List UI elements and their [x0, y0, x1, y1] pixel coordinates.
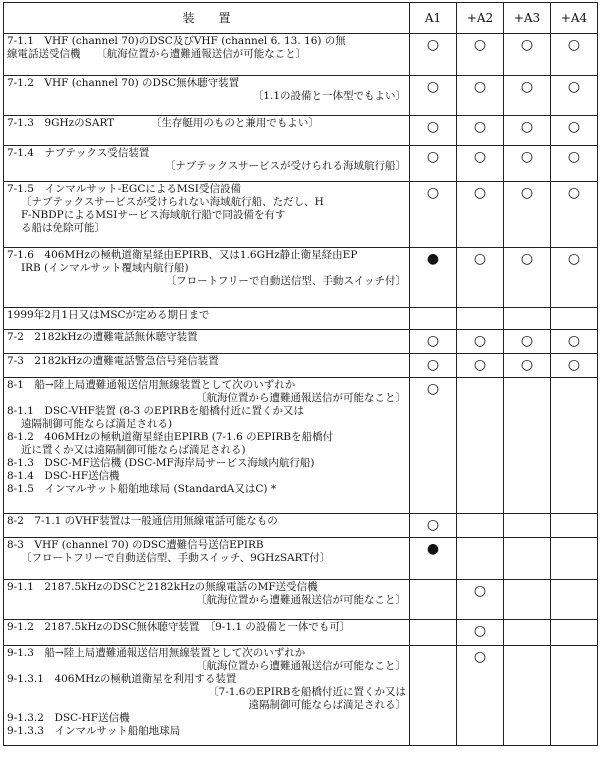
circle-mark: ○	[473, 185, 487, 201]
mark-cell	[410, 354, 457, 378]
item-line: 7-1.1 VHF (channel 70)のDSC及びVHF (channel 6. 13. 16) の無	[7, 35, 346, 47]
mark-cell	[410, 116, 457, 146]
item-cell	[4, 378, 410, 514]
mark-cell	[504, 538, 551, 580]
mark-cell	[410, 646, 457, 746]
item-cell	[4, 354, 410, 378]
item-cell	[4, 34, 410, 76]
header-item: 装 置	[4, 3, 410, 34]
mark-cell	[457, 646, 504, 746]
circle-mark: ○	[520, 333, 534, 349]
item-line: 〔航海位置から遭難通報送信が可能なこと〕	[196, 392, 406, 404]
circle-mark: ○	[426, 79, 440, 95]
mark-cell	[504, 514, 551, 538]
header-row	[4, 3, 598, 34]
mark-cell	[457, 34, 504, 76]
item-line: 〔フロートフリーで自動送信型、手動スイッチ付〕	[165, 275, 406, 287]
circle-mark: ○	[567, 333, 581, 349]
table-row	[4, 76, 598, 116]
item-cell	[4, 620, 410, 646]
mark-cell	[504, 330, 551, 354]
circle-mark: ○	[567, 149, 581, 165]
item-line: 7-2 2182kHzの遭難電話無休聴守装置	[7, 331, 198, 343]
circle-mark: ○	[473, 623, 487, 639]
mark-cell	[504, 308, 551, 330]
item-line: 7-1.6 406MHzの極軌道衛星経由EPIRB、又は1.6GHz静止衛星経由EP	[7, 249, 358, 261]
item-line: 9-1.3.3 インマルサット船舶地球局	[7, 725, 181, 737]
mark-cell	[410, 182, 457, 248]
mark-cell	[551, 620, 598, 646]
circle-mark: ○	[520, 79, 534, 95]
item-line: 9-1.3.1 406MHzの極軌道衛星を利用する装置	[7, 673, 237, 685]
circle-mark: ○	[567, 357, 581, 373]
circle-mark: ○	[473, 583, 487, 599]
mark-cell	[410, 248, 457, 308]
table-row	[4, 248, 598, 308]
mark-cell	[457, 248, 504, 308]
filled-circle-mark: ●	[426, 251, 440, 267]
mark-cell	[551, 378, 598, 514]
mark-cell	[551, 308, 598, 330]
item-line: 9-1.3.2 DSC-HF送信機	[7, 712, 130, 724]
item-cell	[4, 330, 410, 354]
mark-cell	[551, 146, 598, 182]
mark-cell	[551, 514, 598, 538]
mark-cell	[504, 248, 551, 308]
mark-cell	[504, 646, 551, 746]
circle-mark: ○	[473, 37, 487, 53]
item-line: 近に置くか又は遠隔制御可能ならば満足される)	[21, 444, 246, 456]
table-row	[4, 182, 598, 248]
table-row	[4, 378, 598, 514]
mark-cell	[457, 378, 504, 514]
circle-mark: ○	[426, 149, 440, 165]
mark-cell	[504, 116, 551, 146]
mark-cell	[410, 580, 457, 620]
circle-mark: ○	[426, 517, 440, 533]
item-line: 7-1.5 インマルサット-EGCによるMSI受信設備	[7, 183, 241, 195]
mark-cell	[551, 646, 598, 746]
circle-mark: ○	[426, 185, 440, 201]
circle-mark: ○	[520, 185, 534, 201]
mark-cell	[504, 378, 551, 514]
circle-mark: ○	[567, 251, 581, 267]
item-cell	[4, 646, 410, 746]
equipment-table	[3, 2, 598, 746]
item-line: 〔1.1の設備と一体型でもよい〕	[252, 90, 406, 102]
circle-mark: ○	[520, 149, 534, 165]
table-row	[4, 330, 598, 354]
mark-cell	[551, 116, 598, 146]
item-cell	[4, 116, 410, 146]
table-row	[4, 646, 598, 746]
circle-mark: ○	[520, 37, 534, 53]
table-row	[4, 514, 598, 538]
item-cell	[4, 248, 410, 308]
circle-mark: ○	[426, 357, 440, 373]
item-line: 8-1.2 406MHzの極軌道衛星経由EPIRB (7-1.6 のEPIRBを船橋付	[7, 431, 334, 443]
item-line: 8-1.4 DSC-HF送信機	[7, 470, 120, 482]
circle-mark: ○	[520, 357, 534, 373]
item-line: 8-2 7-1.1 のVHF装置は一般通信用無線電話可能なもの	[7, 515, 278, 527]
mark-cell	[504, 620, 551, 646]
mark-cell	[410, 538, 457, 580]
circle-mark: ○	[567, 79, 581, 95]
item-line: る船は免除可能〕	[21, 222, 105, 234]
table-row	[4, 116, 598, 146]
header-a4: +A4	[551, 3, 598, 34]
item-line: 8-1.5 インマルサット船舶地球局 (StandardA又はC) *	[7, 483, 277, 495]
header-a1: A1	[410, 3, 457, 34]
circle-mark: ○	[426, 119, 440, 135]
mark-cell	[410, 378, 457, 514]
mark-cell	[551, 182, 598, 248]
item-cell	[4, 308, 410, 330]
mark-cell	[551, 76, 598, 116]
circle-mark: ○	[426, 381, 440, 397]
item-cell	[4, 538, 410, 580]
mark-cell	[457, 308, 504, 330]
circle-mark: ○	[426, 333, 440, 349]
item-cell	[4, 182, 410, 248]
item-line: 遠隔制御可能ならば満足される〕	[248, 699, 406, 711]
mark-cell	[457, 514, 504, 538]
table-row	[4, 308, 598, 330]
circle-mark: ○	[426, 37, 440, 53]
mark-cell	[551, 34, 598, 76]
header-a2: +A2	[457, 3, 504, 34]
circle-mark: ○	[473, 333, 487, 349]
item-line: 7-1.2 VHF (channel 70) のDSC無休聴守装置	[7, 77, 240, 89]
mark-cell	[504, 354, 551, 378]
mark-cell	[410, 330, 457, 354]
item-line: 〔航海位置から遭難通報送信が可能なこと〕	[196, 594, 406, 606]
mark-cell	[504, 146, 551, 182]
mark-cell	[457, 182, 504, 248]
mark-cell	[410, 76, 457, 116]
table-row	[4, 354, 598, 378]
item-line: 8-1 船→陸上局遭難通報送信用無線装置として次のいずれか	[7, 379, 296, 391]
mark-cell	[457, 580, 504, 620]
item-line: 8-1.1 DSC-VHF装置 (8-3 のEPIRBを船橋付近に置くか又は	[7, 405, 305, 417]
filled-circle-mark: ●	[426, 541, 440, 557]
mark-cell	[457, 146, 504, 182]
mark-cell	[457, 538, 504, 580]
circle-mark: ○	[473, 79, 487, 95]
mark-cell	[457, 354, 504, 378]
item-line: 1999年2月1日又はMSCが定める期日まで	[7, 309, 210, 321]
circle-mark: ○	[473, 149, 487, 165]
item-line: 〔ナブテックスサービスが受けられない海域航行船、ただし、H	[21, 196, 324, 208]
circle-mark: ○	[473, 357, 487, 373]
table-row	[4, 620, 598, 646]
item-line: 遠隔制御可能ならば満足される)	[21, 418, 173, 430]
item-cell	[4, 146, 410, 182]
item-cell	[4, 580, 410, 620]
table-row	[4, 146, 598, 182]
item-line: 9-1.3 船→陸上局遭難通報送信用無線装置として次のいずれか	[7, 647, 306, 659]
table-row	[4, 538, 598, 580]
mark-cell	[410, 620, 457, 646]
mark-cell	[551, 330, 598, 354]
mark-cell	[457, 76, 504, 116]
circle-mark: ○	[567, 119, 581, 135]
circle-mark: ○	[520, 119, 534, 135]
mark-cell	[551, 538, 598, 580]
mark-cell	[410, 146, 457, 182]
table-row	[4, 580, 598, 620]
header-a3: +A3	[504, 3, 551, 34]
item-line: 8-3 VHF (channel 70) のDSC遭難信号送信EPIRB	[7, 539, 264, 551]
mark-cell	[551, 354, 598, 378]
item-line: 7-1.3 9GHzのSART 〔生存艇用のものと兼用でもよい〕	[7, 117, 319, 129]
item-line: 8-1.3 DSC-MF送信機 (DSC-MF海岸局サービス海域内航行船)	[7, 457, 315, 469]
mark-cell	[410, 514, 457, 538]
circle-mark: ○	[473, 119, 487, 135]
item-cell	[4, 514, 410, 538]
item-line: 7-3 2182kHzの遭難電話警急信号発信装置	[7, 355, 219, 367]
circle-mark: ○	[473, 649, 487, 665]
mark-cell	[504, 580, 551, 620]
item-line: IRB (インマルサット覆域内航行船)	[21, 262, 189, 274]
mark-cell	[504, 34, 551, 76]
mark-cell	[551, 580, 598, 620]
mark-cell	[410, 34, 457, 76]
item-line: 〔ナブテックスサービスが受けられる海域航行船〕	[164, 160, 406, 172]
item-line: 〔フロートフリーで自動送信型、手動スイッチ、9GHzSART付〕	[21, 552, 331, 564]
circle-mark: ○	[473, 251, 487, 267]
item-line: F-NBDPによるMSIサービス海域航行船で同設備を有す	[21, 209, 286, 221]
circle-mark: ○	[567, 37, 581, 53]
mark-cell	[504, 76, 551, 116]
mark-cell	[551, 248, 598, 308]
item-line: 〔航海位置から遭難通報送信が可能なこと〕	[196, 660, 406, 672]
item-line: 〔7-1.6のEPIRBを船橋付近に置くか又は	[208, 686, 406, 698]
mark-cell	[457, 620, 504, 646]
table-row	[4, 34, 598, 76]
item-line: 7-1.4 ナブテックス受信装置	[7, 147, 150, 159]
item-line: 9-1.2 2187.5kHzのDSC無休聴守装置 〔9-1.1 の設備と一体でも可〕	[7, 621, 351, 633]
item-line: 9-1.1 2187.5kHzのDSCと2182kHzの無線電話のMF送受信機	[7, 581, 318, 593]
mark-cell	[410, 308, 457, 330]
circle-mark: ○	[520, 251, 534, 267]
item-line: 線電話送受信機 〔航海位置から遭難通報送信が可能なこと〕	[7, 48, 307, 60]
circle-mark: ○	[567, 185, 581, 201]
mark-cell	[504, 182, 551, 248]
mark-cell	[457, 330, 504, 354]
item-cell	[4, 76, 410, 116]
mark-cell	[457, 116, 504, 146]
